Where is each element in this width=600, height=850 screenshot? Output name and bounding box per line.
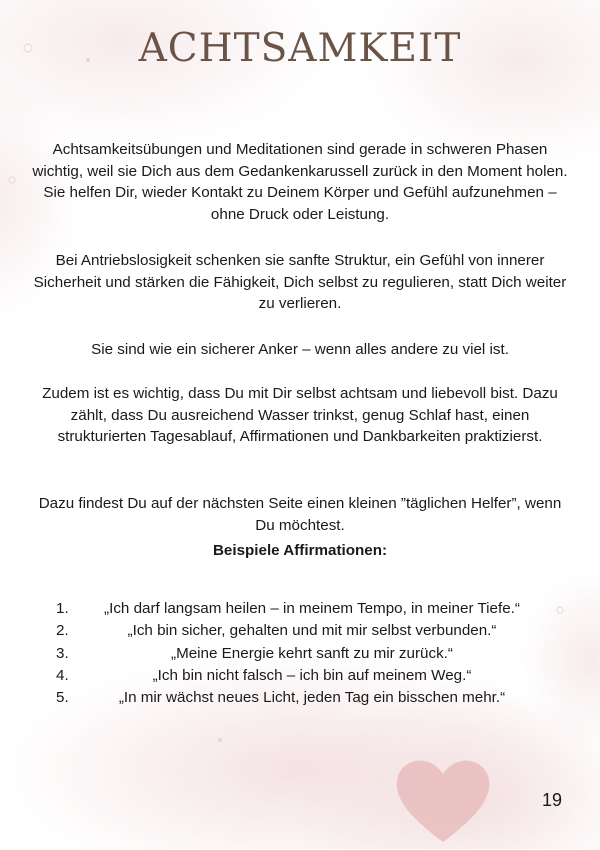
list-item-number: 1. — [56, 600, 69, 617]
heart-icon — [388, 750, 498, 850]
list-item-text: „Meine Energie kehrt sanft zu mir zurück.“ — [171, 644, 453, 662]
affirmations-list — [0, 598, 600, 709]
list-item-text: „Ich bin sicher, gehalten und mit mir selbst verbunden.“ — [127, 622, 497, 640]
paragraph-3: Sie sind wie ein sicherer Anker – wenn alles andere zu viel ist. — [91, 341, 509, 358]
list-item-number: 5. — [56, 689, 69, 707]
list-item-number: 2. — [56, 622, 69, 640]
list-item — [0, 598, 600, 620]
paragraph-5: Dazu findest Du auf der nächsten Seite einen kleinen ”täglichen Helfer”, wenn Du möchtest. — [38, 495, 562, 534]
page-title: ACHTSAMKEIT — [138, 26, 462, 71]
list-item — [0, 665, 600, 687]
affirmations-heading: Beispiele Affirmationen: — [212, 542, 388, 559]
page-number: 19 — [541, 790, 562, 810]
list-item-text: „Ich bin nicht falsch – ich bin auf meinem Weg.“ — [152, 666, 472, 684]
paragraph-2: Bei Antriebslosigkeit schenken sie sanfte Struktur, ein Gefühl von innerer Sicherheit und stärken die Fähigkeit, Dich selbst zu regulieren, statt Dich weiter zu verlieren. — [33, 252, 567, 312]
list-item — [0, 620, 600, 642]
list-item-text: „Ich darf langsam heilen – in meinem Tempo, in meiner Tiefe.“ — [104, 600, 520, 617]
list-item-text: „In mir wächst neues Licht, jeden Tag ein bisschen mehr.“ — [118, 689, 506, 707]
list-item — [0, 643, 600, 665]
paragraph-1: Achtsamkeitsübungen und Meditationen sind gerade in schweren Phasen wichtig, weil sie Dich aus dem Gedankenkarussell zurück in den Moment holen. Sie helfen Dir, wieder Kontakt zu Deinem Körper und Gefühl aufzunehmen – ohne Druck oder Leistung. — [32, 141, 568, 223]
paragraph-4: Zudem ist es wichtig, dass Du mit Dir selbst achtsam und liebevoll bist. Dazu zählt, dass Du ausreichend Wasser trinkst, genug Schlaf hast, einen strukturierten Tagesablauf, Affirmationen und Dankbarkeiten praktizierst. — [42, 385, 558, 445]
list-item-number: 3. — [56, 644, 69, 662]
list-item-number: 4. — [56, 666, 69, 684]
list-item — [0, 687, 600, 709]
